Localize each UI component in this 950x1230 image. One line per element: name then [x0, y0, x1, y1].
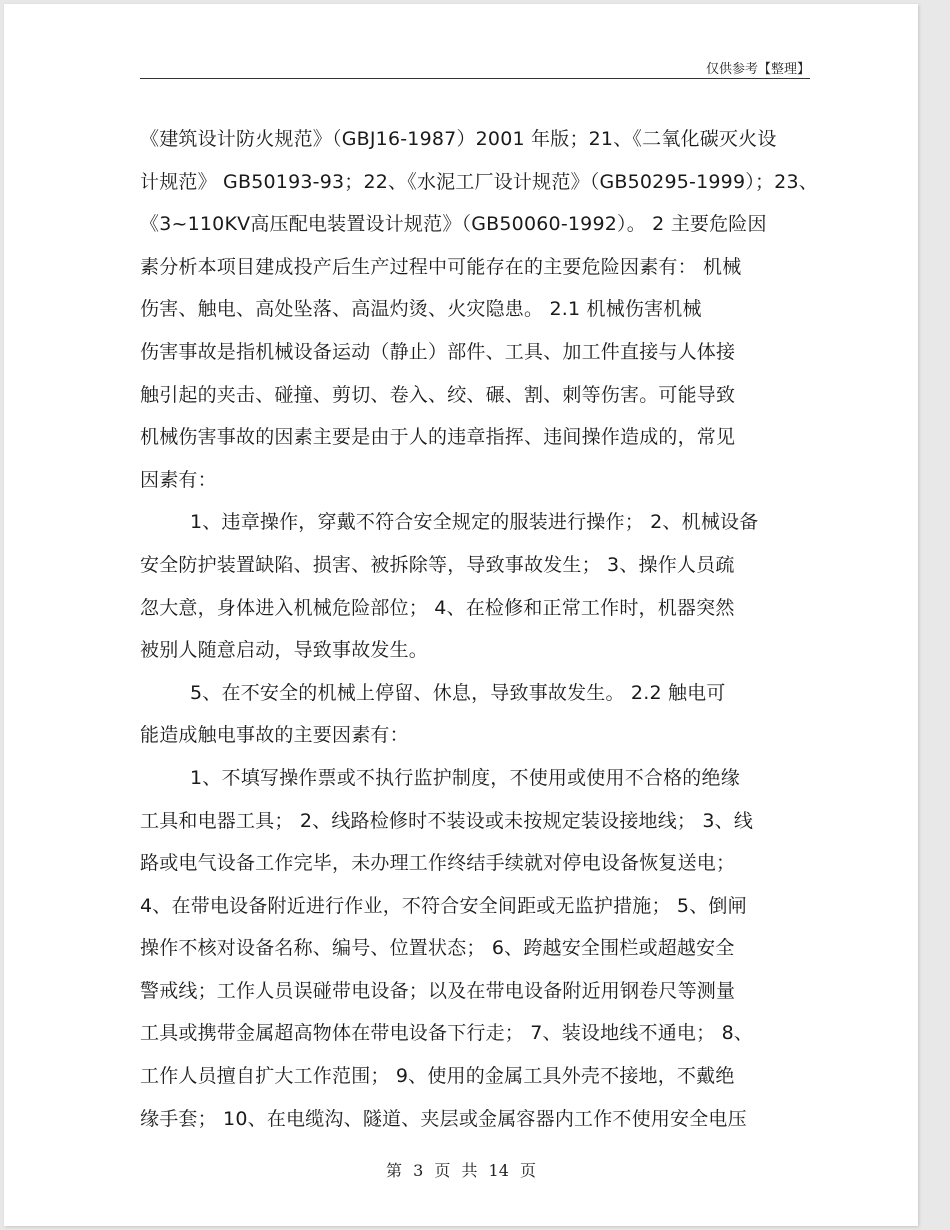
text-line: 1、不填写操作票或不执行监护制度，不使用或使用不合格的绝缘: [190, 766, 740, 789]
body-text: [140, 118, 820, 1140]
text-line: 伤害事故是指机械设备运动（静止）部件、工具、加工件直接与人体接: [140, 340, 736, 363]
text-line: 伤害、触电、高处坠落、高温灼烫、火灾隐患。 2.1 机械伤害机械: [140, 298, 702, 321]
page-number-footer: 第 3 页 共 14 页: [386, 1161, 536, 1180]
text-line: 1、违章操作，穿戴不符合安全规定的服装进行操作； 2、机械设备: [190, 511, 759, 534]
text-line: 路或电气设备工作完毕，未办理工作终结手续就对停电设备恢复送电；: [140, 852, 736, 875]
text-line: 缘手套； 10、在电缆沟、隧道、夹层或金属容器内工作不使用安全电压: [140, 1107, 747, 1130]
text-line: 工具和电器工具； 2、线路检修时不装设或未按规定装设接地线； 3、线: [140, 809, 754, 832]
text-line: 素分析本项目建成投产后生产过程中可能存在的主要危险因素有： 机械: [140, 255, 742, 278]
text-line: 触引起的夹击、碰撞、剪切、卷入、绞、碾、割、刺等伤害。可能导致: [140, 383, 736, 406]
text-line: 《3~110KV高压配电装置设计规范》（GB50060-1992）。 2 主要危险因: [140, 213, 767, 236]
header-divider: [140, 78, 810, 79]
text-line: 操作不核对设备名称、编号、位置状态； 6、跨越安全围栏或超越安全: [140, 937, 735, 960]
text-line: 被别人随意启动，导致事故发生。: [140, 639, 429, 662]
text-line: 安全防护装置缺陷、损害、被拆除等，导致事故发生； 3、操作人员疏: [140, 553, 735, 576]
text-line: 机械伤害事故的因素主要是由于人的违章指挥、违间操作造成的，常见: [140, 426, 736, 449]
document-page: [4, 4, 918, 1226]
text-line: 忽大意，身体进入机械危险部位； 4、在检修和正常工作时，机器突然: [140, 596, 735, 619]
text-line: 工具或携带金属超高物体在带电设备下行走； 7、装设地线不通电； 8、: [140, 1022, 754, 1045]
text-line: 警戒线；工作人员误碰带电设备；以及在带电设备附近用钢卷尺等测量: [140, 979, 736, 1002]
text-line: 计规范》 GB50193-93；22、《水泥工厂设计规范》（GB50295-1999）；23、: [140, 170, 818, 193]
text-line: 能造成触电事故的主要因素有：: [140, 724, 409, 747]
text-line: 《建筑设计防火规范》（GBJ16-1987）2001 年版；21、《二氧化碳灭火设: [140, 128, 777, 150]
text-line: 4、在带电设备附近进行作业，不符合安全间距或无监护措施； 5、倒闸: [140, 894, 747, 917]
text-line: 5、在不安全的机械上停留、休息，导致事故发生。 2.2 触电可: [190, 681, 726, 704]
text-line: 因素有：: [140, 468, 217, 491]
header-note: 仅供参考【整理】: [705, 62, 810, 77]
text-line: 工作人员擅自扩大工作范围； 9、使用的金属工具外壳不接地，不戴绝: [140, 1065, 735, 1088]
